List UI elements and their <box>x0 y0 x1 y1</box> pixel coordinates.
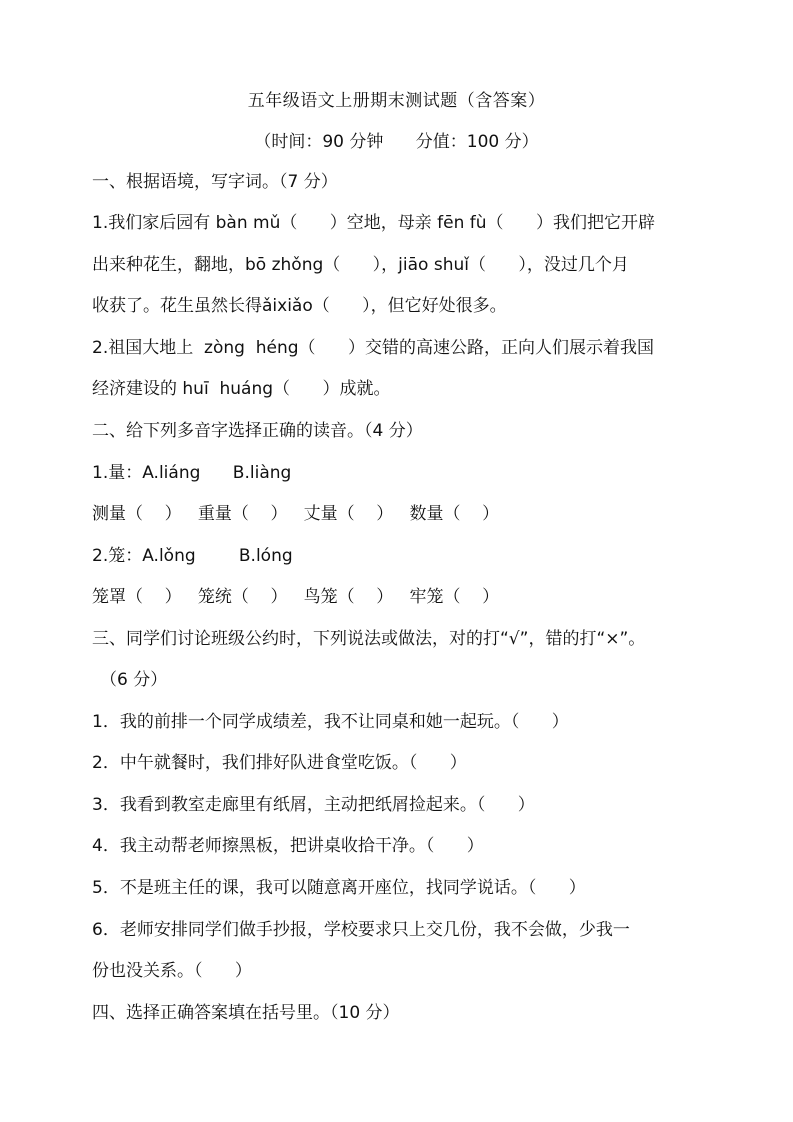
section-4-heading: 四、选择正确答案填在括号里。（10 分） <box>92 1003 400 1023</box>
question-line: 3．我看到教室走廊里有纸屑，主动把纸屑捡起来。（ ） <box>92 795 535 815</box>
question-line: 4．我主动帮老师擦黑板，把讲桌收拾干净。（ ） <box>92 836 484 856</box>
question-line: 2.笼：A.lǒng B.lóng <box>92 546 293 566</box>
section-2-heading: 二、给下列多音字选择正确的读音。（4 分） <box>92 421 423 441</box>
exam-time-score: （时间：90 分钟 分值：100 分） <box>254 132 539 152</box>
question-line: 5．不是班主任的课，我可以随意离开座位，找同学说话。（ ） <box>92 878 586 898</box>
page-title: 五年级语文上册期末测试题（含答案） <box>247 91 546 111</box>
question-line: 份也没关系。（ ） <box>92 961 252 981</box>
question-line: 1．我的前排一个同学成绩差，我不让同桌和她一起玩。（ ） <box>92 712 569 732</box>
question-line: 经济建设的 huī huáng（ ）成就。 <box>92 379 391 399</box>
question-line: 测量（ ） 重量（ ） 丈量（ ） 数量（ ） <box>92 504 500 524</box>
section-3-score: （6 分） <box>100 670 168 690</box>
question-line: 2．中午就餐时，我们排好队进食堂吃饭。（ ） <box>92 753 467 773</box>
question-line: 收获了。花生虽然长得ǎixiǎo（ ），但它好处很多。 <box>92 296 507 316</box>
section-1-heading: 一、根据语境，写字词。（7 分） <box>92 172 338 192</box>
question-line: 6．老师安排同学们做手抄报，学校要求只上交几份，我不会做，少我一 <box>92 920 630 940</box>
question-line: 1.我们家后园有 bàn mǔ（ ）空地，母亲 fēn fù（ ）我们把它开辟 <box>92 213 655 233</box>
question-line: 笼罩（ ） 笼统（ ） 鸟笼（ ） 牢笼（ ） <box>92 587 500 607</box>
question-line: 出来种花生，翻地，bō zhǒng（ ），jiāo shuǐ（ ），没过几个月 <box>92 255 629 275</box>
section-3-heading: 三、同学们讨论班级公约时，下列说法或做法，对的打“√”，错的打“×”。 <box>92 629 646 649</box>
question-line: 1.量：A.liáng B.liàng <box>92 463 292 483</box>
question-line: 2.祖国大地上 zòng héng（ ）交错的高速公路，正向人们展示着我国 <box>92 338 654 358</box>
